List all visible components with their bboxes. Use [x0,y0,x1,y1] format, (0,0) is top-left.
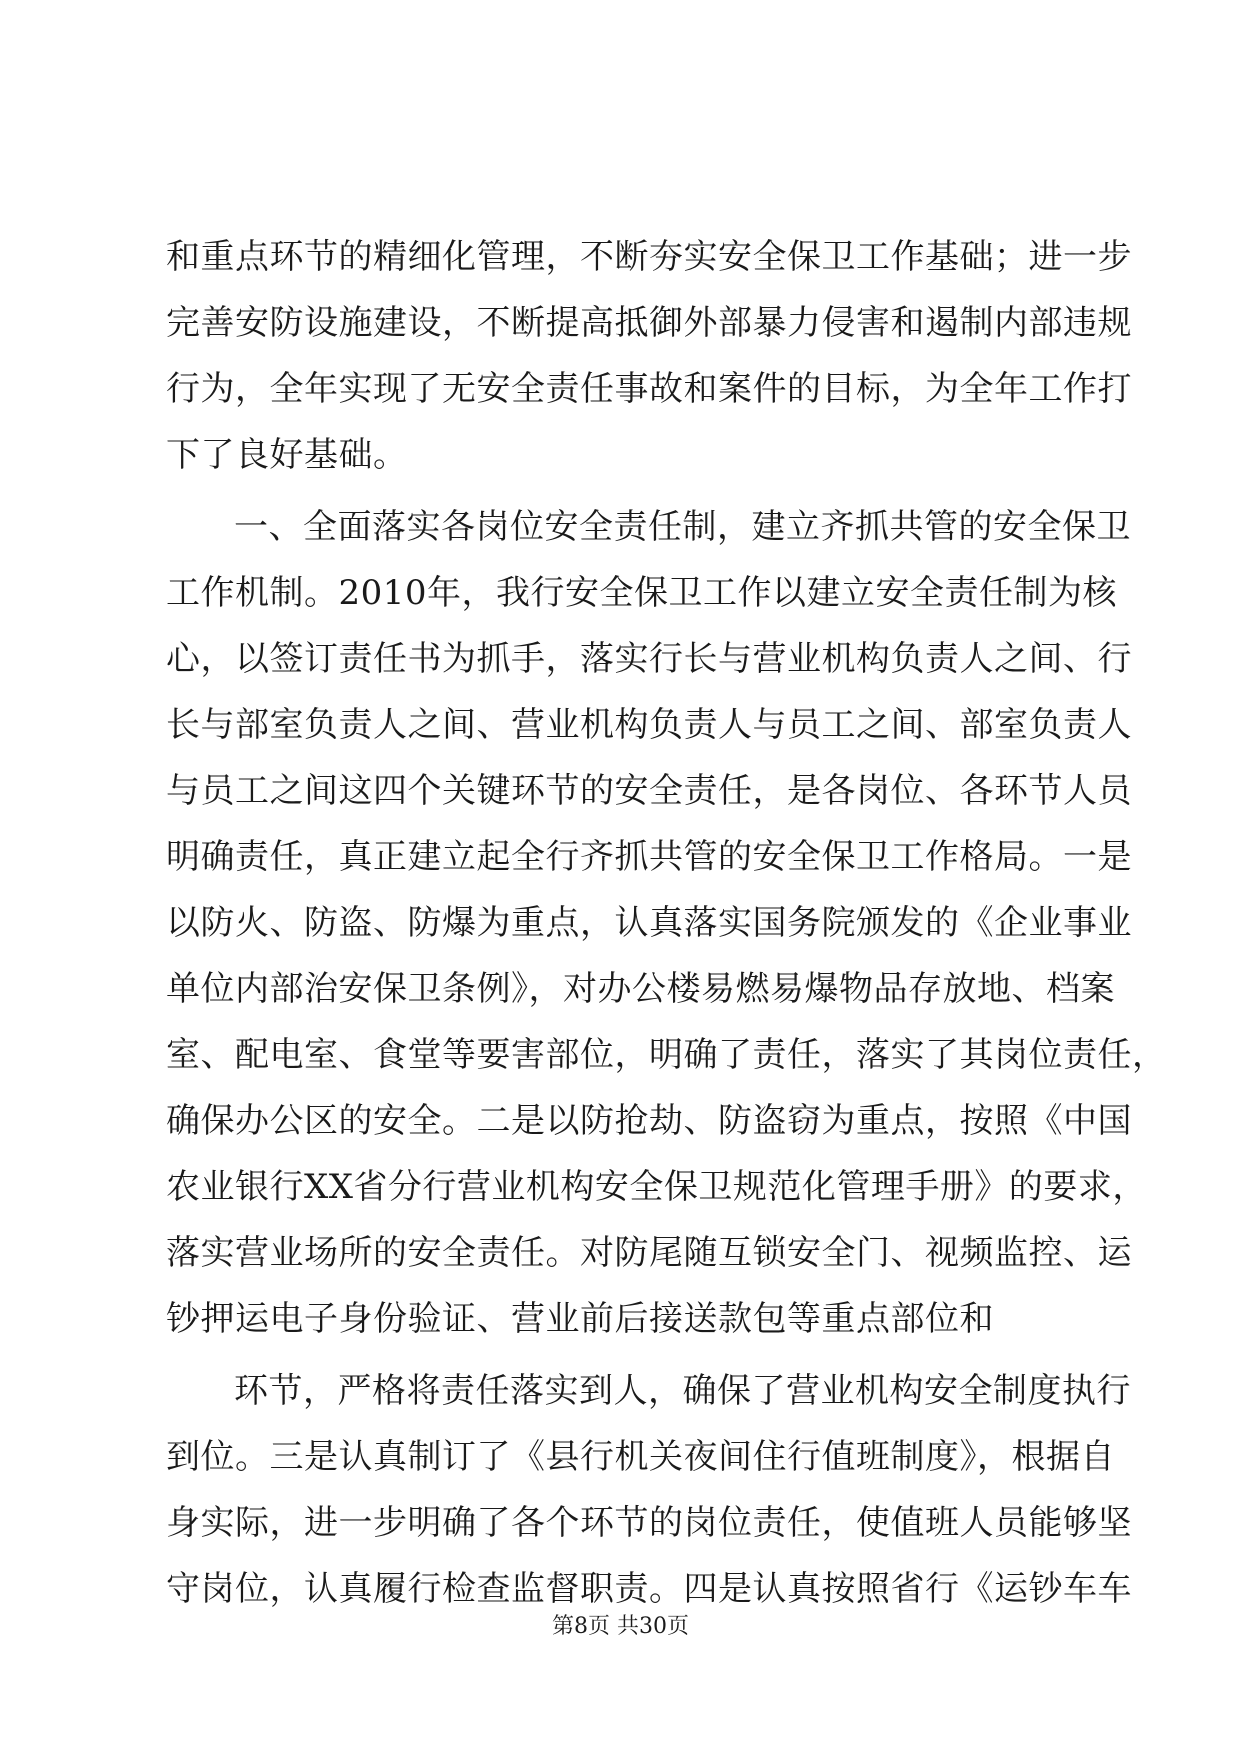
text-line: 守岗位，认真履行检查监督职责。四是认真按照省行《运钞车车 [166,1569,1132,1609]
text-line: 钞押运电子身份验证、营业前后接送款包等重点部位和 [166,1299,994,1339]
text-line: 工作机制。2010年，我行安全保卫工作以建立安全责任制为核 [166,573,1118,613]
text-line: 明确责任，真正建立起全行齐抓共管的安全保卫工作格局。一是 [166,837,1132,877]
page-number-footer: 第8页 共30页 [552,1614,689,1639]
text-line: 下了良好基础。 [166,435,408,475]
paragraph-start-line: 环节，严格将责任落实到人，确保了营业机构安全制度执行 [234,1371,1131,1411]
text-line: 长与部室负责人之间、营业机构负责人与员工之间、部室负责人 [166,705,1132,745]
text-line: 室、配电室、食堂等要害部位，明确了责任，落实了其岗位责任， [166,1035,1167,1075]
text-line: 确保办公区的安全。二是以防抢劫、防盗窃为重点，按照《中国 [166,1101,1132,1141]
text-line: 完善安防设施建设，不断提高抵御外部暴力侵害和遏制内部违规 [166,303,1132,343]
text-line: 落实营业场所的安全责任。对防尾随互锁安全门、视频监控、运 [166,1233,1132,1273]
text-line: 到位。三是认真制订了《县行机关夜间住行值班制度》，根据自 [166,1437,1115,1477]
text-line: 单位内部治安保卫条例》，对办公楼易燃易爆物品存放地、档案 [166,969,1115,1009]
text-line: 和重点环节的精细化管理，不断夯实安全保卫工作基础；进一步 [166,237,1132,277]
text-line: 行为，全年实现了无安全责任事故和案件的目标，为全年工作打 [166,369,1132,409]
text-line: 身实际，进一步明确了各个环节的岗位责任，使值班人员能够坚 [166,1503,1132,1543]
section-heading-line: 一、全面落实各岗位安全责任制，建立齐抓共管的安全保卫 [234,507,1131,547]
text-line: 心，以签订责任书为抓手，落实行长与营业机构负责人之间、行 [166,639,1132,679]
body-text [166,224,1167,1622]
text-line: 与员工之间这四个关键环节的安全责任，是各岗位、各环节人员 [166,771,1132,811]
text-line: 以防火、防盗、防爆为重点，认真落实国务院颁发的《企业事业 [166,903,1132,943]
text-line: 农业银行XX省分行营业机构安全保卫规范化管理手册》的要求， [166,1167,1147,1207]
